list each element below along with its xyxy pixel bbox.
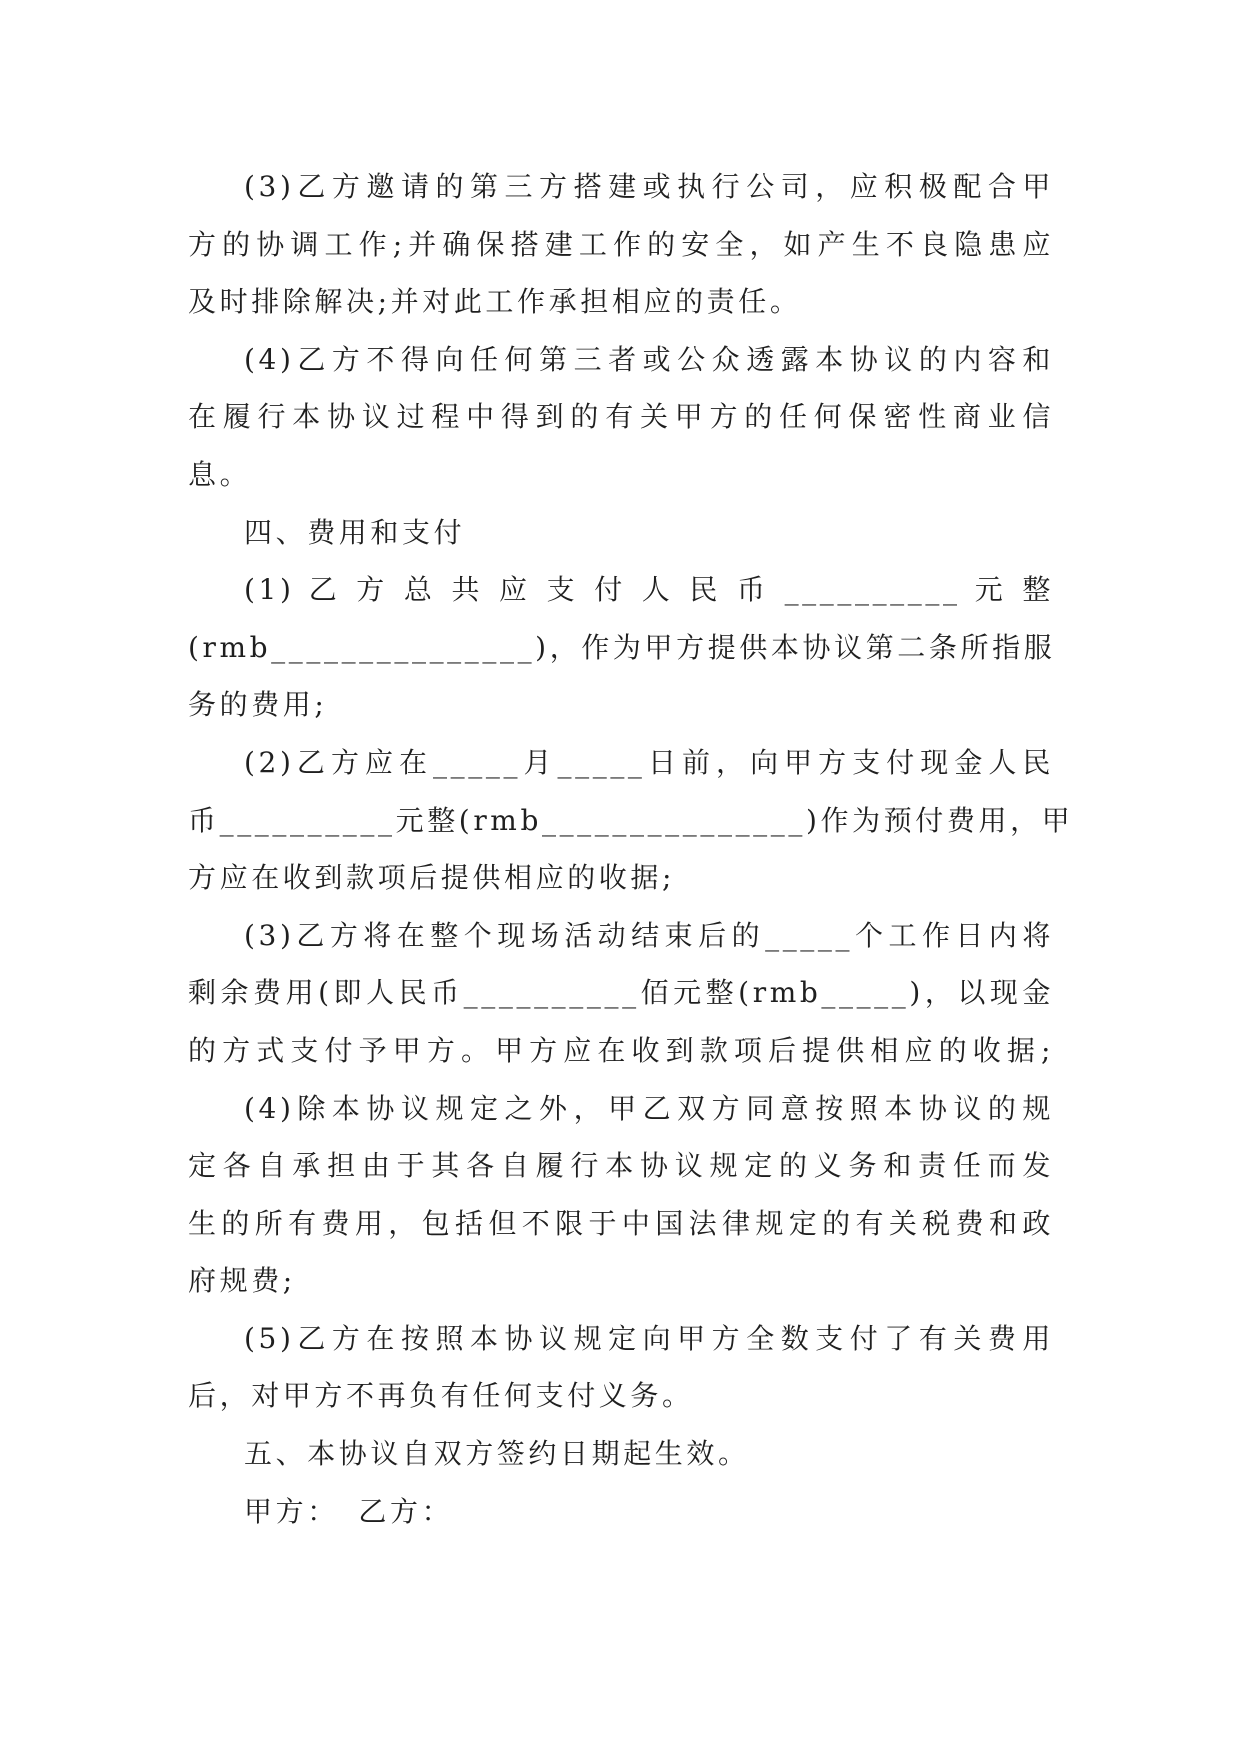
clause-3-remaining-payment xyxy=(188,907,1054,1080)
document-page xyxy=(188,158,1074,1540)
text-line: 剩余费用(即人民币__________佰元整(rmb_____)，以现金 xyxy=(188,976,1054,1010)
text-line: (3)乙方邀请的第三方搭建或执行公司，应积极配合甲 xyxy=(244,170,1054,203)
text-line: 生的所有费用，包括但不限于中国法律规定的有关税费和政 xyxy=(188,1206,1054,1240)
clause-4-confidentiality xyxy=(188,331,1054,504)
text-line: 方应在收到款项后提供相应的收据; xyxy=(188,861,676,895)
clause-4-expenses xyxy=(188,1080,1054,1310)
section-heading-fees xyxy=(188,504,1054,562)
text-line: 的方式支付予甲方。甲方应在收到款项后提供相应的收据; xyxy=(188,1033,1054,1067)
text-line: (rmb_______________)，作为甲方提供本协议第二条所指服 xyxy=(188,630,1056,664)
heading-text: 五、本协议自双方签约日期起生效。 xyxy=(244,1437,750,1471)
clause-5-no-further-obligation xyxy=(188,1310,1054,1425)
text-line: (4)除本协议规定之外，甲乙双方同意按照本协议的规 xyxy=(244,1091,1054,1125)
text-line: 币__________元整(rmb_______________)作为预付费用，甲 xyxy=(188,803,1074,837)
clause-3-third-party xyxy=(188,158,1054,331)
text-line: 在履行本协议过程中得到的有关甲方的任何保密性商业信 xyxy=(188,400,1054,434)
text-line: 定各自承担由于其各自履行本协议规定的义务和责任而发 xyxy=(188,1149,1054,1183)
text-line: 方的协调工作;并确保搭建工作的安全，如产生不良隐患应 xyxy=(188,227,1054,261)
text-line: (4)乙方不得向任何第三者或公众透露本协议的内容和 xyxy=(244,342,1054,376)
heading-text: 四、费用和支付 xyxy=(244,515,466,549)
text-line: 息。 xyxy=(188,457,252,491)
signature-line xyxy=(188,1483,1054,1541)
text-line: (3)乙方将在整个现场活动结束后的_____个工作日内将 xyxy=(244,918,1054,952)
party-b-label: 乙方： xyxy=(358,1494,454,1528)
clause-2-prepayment xyxy=(188,734,1074,907)
text-line: (5)乙方在按照本协议规定向甲方全数支付了有关费用 xyxy=(244,1321,1054,1355)
party-a-label: 甲方： xyxy=(244,1494,339,1528)
text-line: (1) 乙 方 总 共 应 支 付 人 民 币 __________ 元 整 xyxy=(244,573,1054,607)
text-line: 及时排除解决;并对此工作承担相应的责任。 xyxy=(188,285,802,319)
section-heading-effective xyxy=(188,1425,1054,1483)
clause-1-total-payment xyxy=(188,561,1054,734)
text-line: 后，对甲方不再负有任何支付义务。 xyxy=(188,1379,694,1413)
text-line: 务的费用; xyxy=(188,688,328,722)
text-line: 府规费; xyxy=(188,1264,296,1298)
text-line: (2)乙方应在_____月_____日前，向甲方支付现金人民 xyxy=(244,745,1054,779)
